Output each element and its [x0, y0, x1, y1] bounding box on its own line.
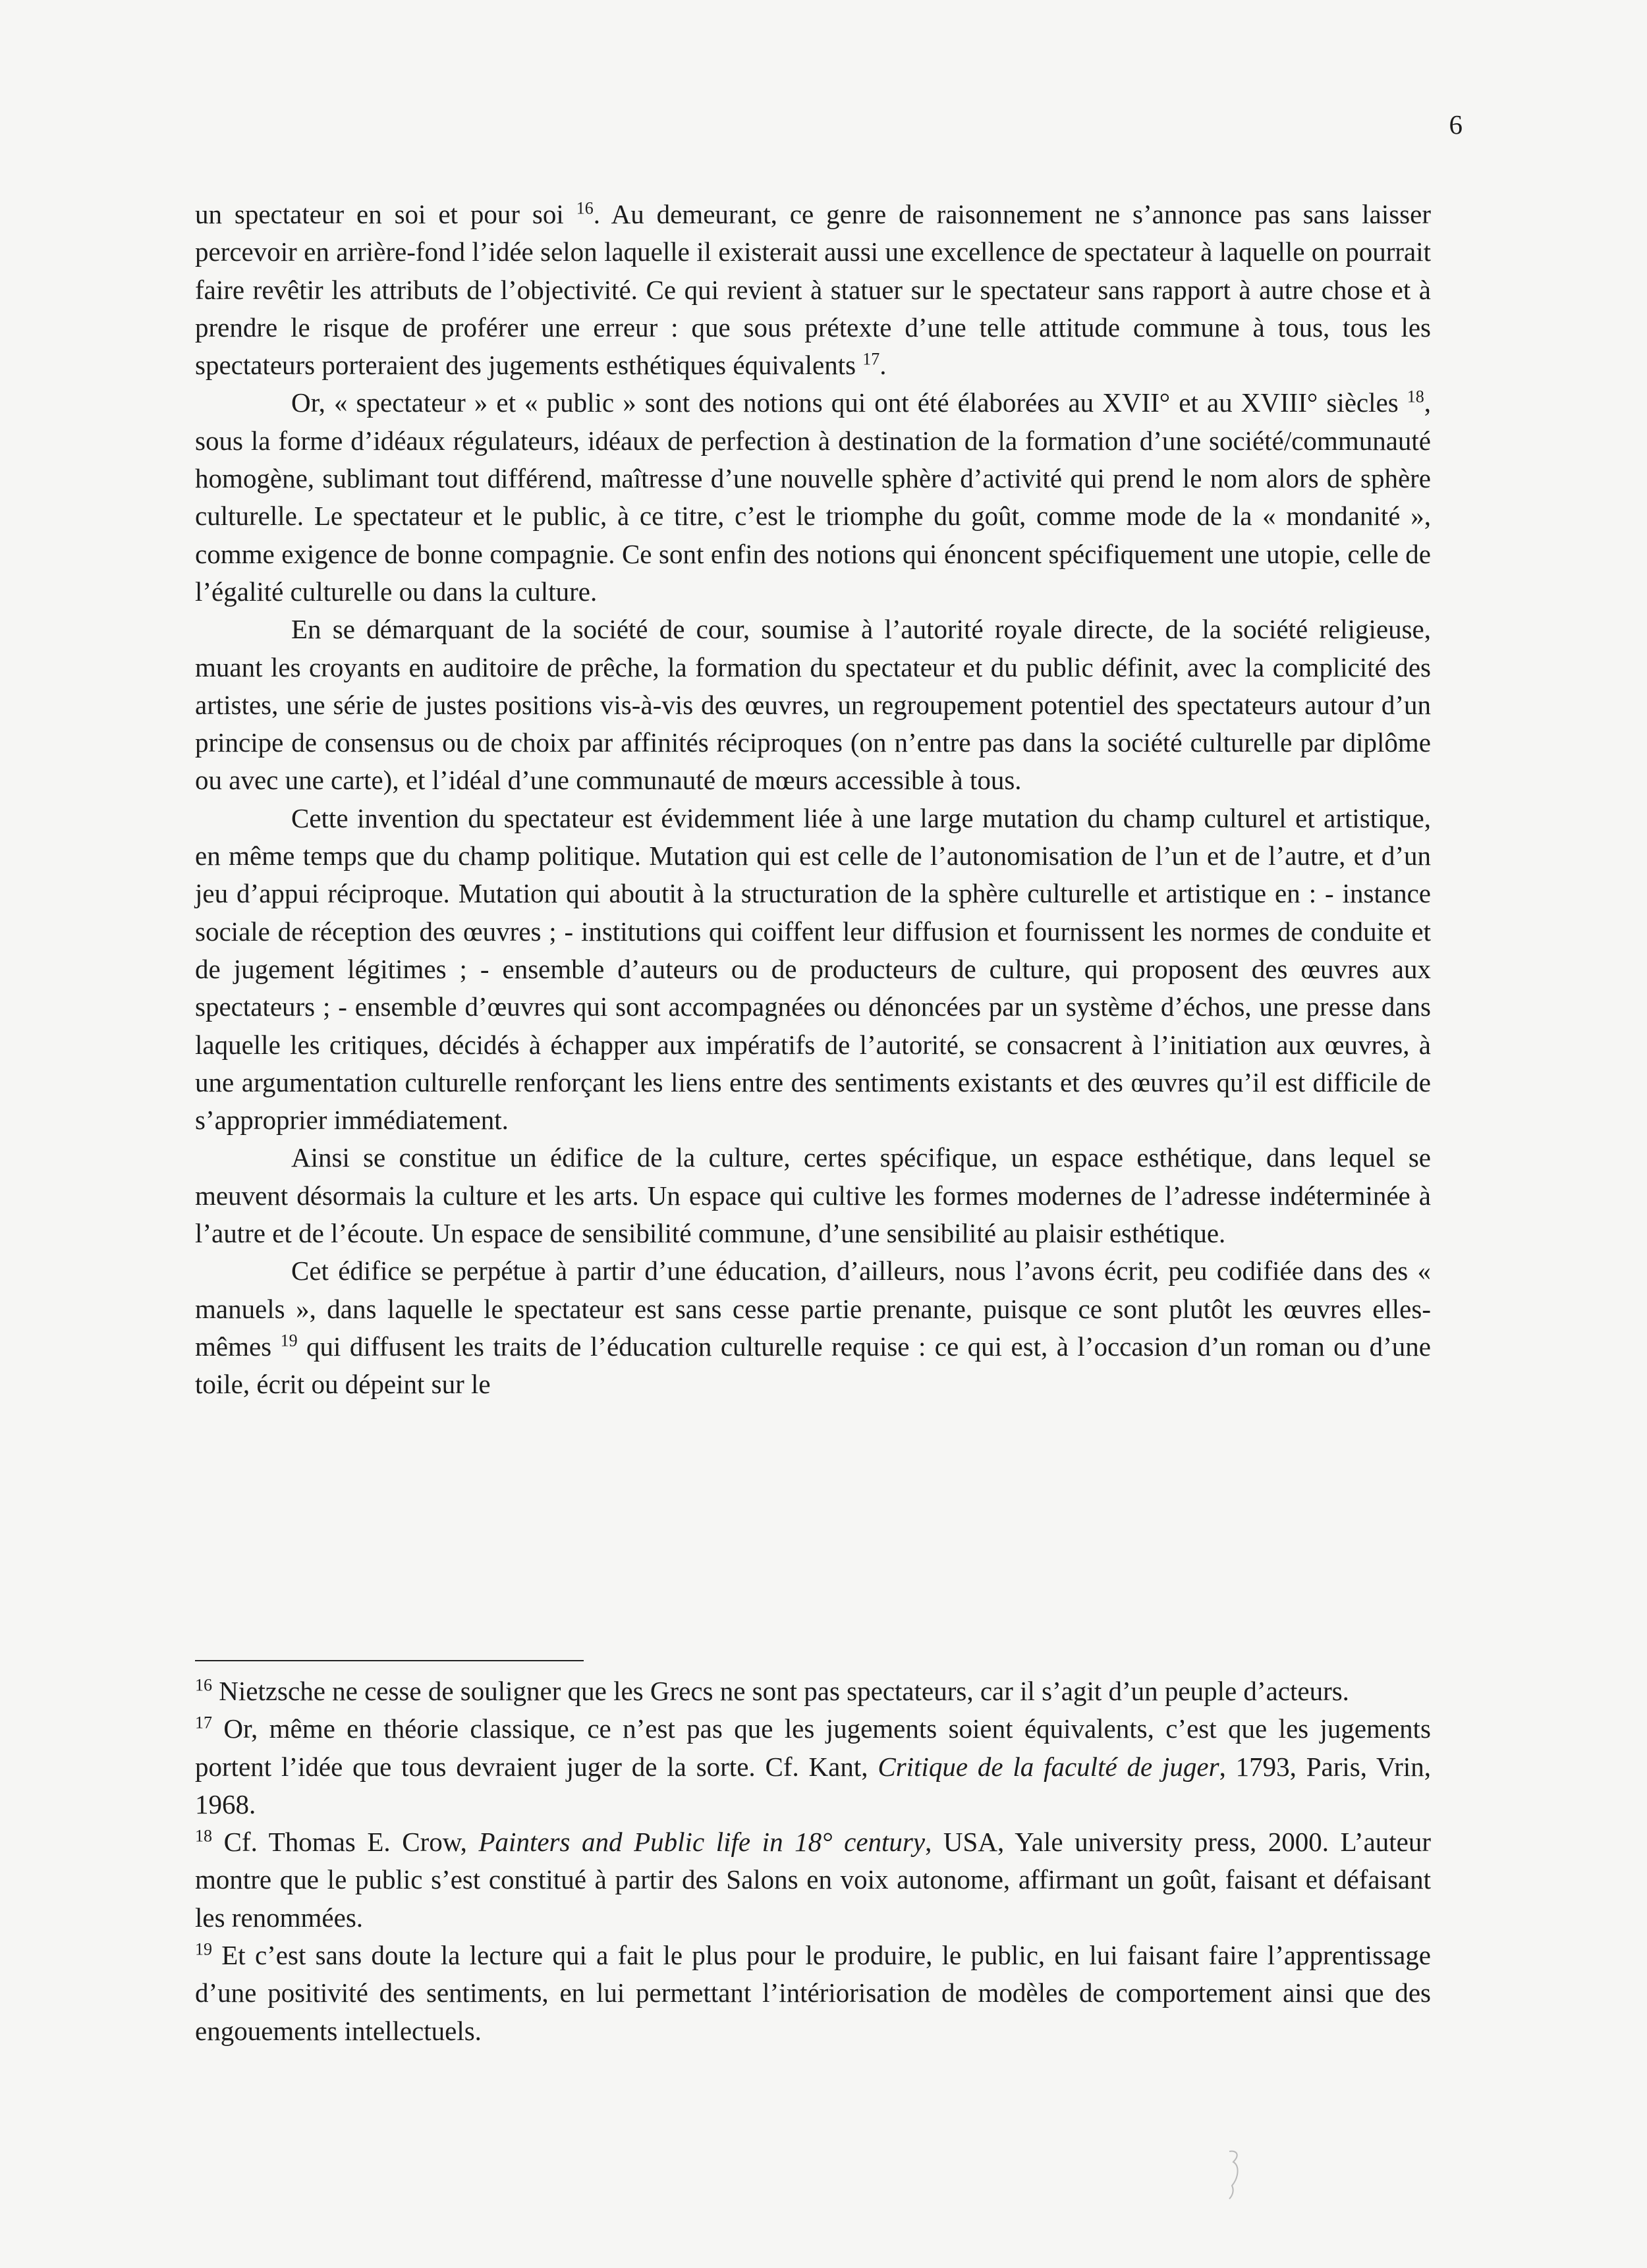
text-run: qui diffusent les traits de l’éducation culturelle requise : ce qui est, à l’occasion d’un roman ou d’une toile, écrit ou dépeint sur le — [195, 1331, 1431, 1400]
paragraph-4 — [195, 800, 1431, 1140]
footnote-17 — [195, 1710, 1431, 1823]
text-run: Cet édifice se perpétue à partir d’une éducation, d’ailleurs, nous l’avons écrit, peu codifiée dans des « manuels », dans laquelle le spectateur est sans cesse partie prenante, puisque ce sont plutôt les œuvres elles-mêmes — [195, 1256, 1431, 1362]
italic-title: Painters and Public life in 18° century — [478, 1827, 926, 1858]
text-run: , sous la forme d’idéaux régulateurs, idéaux de perfection à destination de la formation d’une société/communauté homogène, sublimant tout différend, maîtresse d’une nouvelle sphère d’activité qui prend le nom alors de sphère culturelle. Le spectateur et le public, à ce titre, c’est le triomphe du goût, comme mode de la « mondanité », comme exigence de bonne compagnie. Ce sont enfin des notions qui énoncent spécifiquement une utopie, celle de l’égalité culturelle ou dans la culture. — [195, 387, 1431, 607]
footnote-ref: 18 — [1407, 387, 1424, 406]
paragraph-2 — [195, 384, 1431, 611]
paragraph-1 — [195, 196, 1431, 384]
text-run: . — [879, 350, 887, 381]
text-run: Or, même en théorie classique, ce n’est pas que les jugements soient équivalents, c’est que les jugements portent l’idée que tous devraient juger de la sorte. Cf. Kant, — [195, 1713, 1431, 1782]
footnote-ref: 17 — [862, 349, 880, 369]
paragraph-3 — [195, 611, 1431, 799]
text-run: , 1793, Paris, Vrin, 1968. — [195, 1751, 1431, 1819]
text-run: Ainsi se constitue un édifice de la culture, certes spécifique, un espace esthétique, dans lequel se meuvent désormais la culture et les arts. Un espace qui cultive les formes modernes de l’adresse indéterminée à l’autre et de l’écoute. Un espace de sensibilité commune, d’une sensibilité au plaisir esthétique. — [195, 1142, 1431, 1249]
footnote-18 — [195, 1823, 1431, 1937]
text-run: En se démarquant de la société de cour, soumise à l’autorité royale directe, de la société religieuse, muant les croyants en auditoire de prêche, la formation du spectateur et du public définit, avec la complicité des artistes, une série de justes positions vis-à-vis des œuvres, un regroupement potentiel des spectateurs autour d’un principe de consensus ou de choix par affinités réciproques (on n’entre pas dans la société culturelle par diplôme ou avec une carte), et l’idéal d’une communauté de mœurs accessible à tous. — [195, 614, 1431, 796]
text-run: Nietzsche ne cesse de souligner que les Grecs ne sont pas spectateurs, car il s’agit d’un peuple d’acteurs. — [212, 1676, 1349, 1706]
footnote-ref: 16 — [576, 198, 594, 218]
footnote-ref: 19 — [195, 1939, 212, 1959]
text-run: . Au demeurant, ce genre de raisonnement ne s’annonce pas sans laisser percevoir en arrière-fond l’idée selon laquelle il existerait aussi une excellence de spectateur à laquelle on pourrait faire revêtir les attributs de l’objectivité. Ce qui revient à statuer sur le spectateur sans rapport à autre chose et à prendre le risque de proférer une erreur : que sous prétexte d’une telle attitude commune à tous, tous les spectateurs porteraient des jugements esthétiques équivalents — [195, 199, 1431, 381]
footnote-16 — [195, 1673, 1431, 1710]
footnotes — [195, 1673, 1431, 2050]
paragraph-5 — [195, 1139, 1431, 1252]
text-run: Cf. Thomas E. Crow, — [212, 1827, 479, 1858]
text-run: un spectateur en soi et pour soi — [195, 199, 576, 229]
text-run: Et c’est sans doute la lecture qui a fait le plus pour le produire, le public, en lui faisant faire l’apprentissage d’une positivité des sentiments, en lui permettant l’intériorisation de modèles de comportement ainsi que des engouements intellectuels. — [195, 1940, 1431, 2046]
body-text — [195, 196, 1431, 1404]
pencil-mark — [1225, 2147, 1244, 2200]
italic-title: Critique de la faculté de juger — [878, 1751, 1219, 1782]
text-run: Or, « spectateur » et « public » sont des notions qui ont été élaborées au XVII° et au XVIII° siècles — [291, 387, 1407, 418]
footnote-ref: 16 — [195, 1675, 212, 1695]
paragraph-6 — [195, 1252, 1431, 1403]
footnote-ref: 19 — [280, 1331, 298, 1350]
text-run: , USA, Yale university press, 2000. L’auteur montre que le public s’est constitué à partir des Salons en voix autonome, affirmant un goût, faisant et défaisant les renommées. — [195, 1827, 1432, 1933]
text-run: Cette invention du spectateur est évidemment liée à une large mutation du champ culturel et artistique, en même temps que du champ politique. Mutation qui est celle de l’autonomisation de l’un et de l’autre, et d’un jeu d’appui réciproque. Mutation qui aboutit à la structuration de la sphère culturelle et artistique en : - instance sociale de réception des œuvres ; - institutions qui coiffent leur diffusion et fournissent les normes de conduite et de jugement légitimes ; - ensemble d’auteurs ou de producteurs de culture, qui proposent des œuvres aux spectateurs ; - ensemble d’œuvres qui sont accompagnées ou dénoncées par un système d’échos, une presse dans laquelle les critiques, décidés à échapper aux impératifs de l’autorité, se consacrent à l’initiation aux œuvres, à une argumentation culturelle renforçant les liens entre des sentiments existants et des œuvres qu’il est difficile de s’approprier immédiatement. — [195, 802, 1431, 1136]
footnote-rule — [195, 1660, 584, 1661]
page-number: 6 — [1449, 109, 1463, 140]
footnote-19 — [195, 1937, 1431, 2050]
footnote-ref: 18 — [195, 1826, 212, 1846]
footnote-ref: 17 — [195, 1713, 212, 1732]
